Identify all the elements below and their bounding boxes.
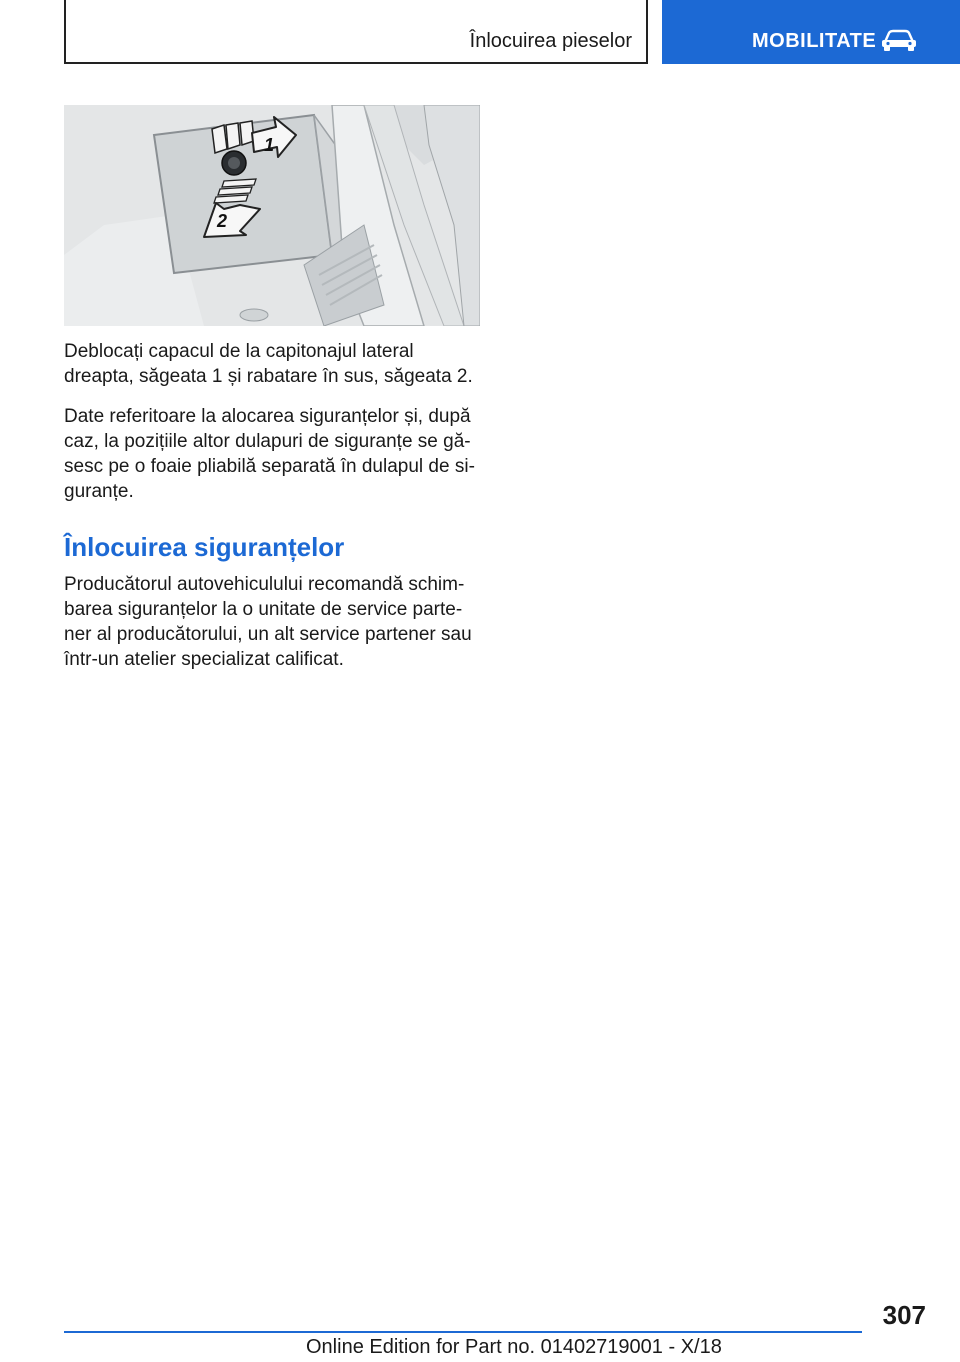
car-icon <box>880 28 918 52</box>
fuse-cover-illustration <box>64 105 480 326</box>
paragraph-fuse-allocation: Date referitoare la alocarea siguranțelor și, după caz, la pozițiile altor dulapuri de siguranțe se găsesc pe o foaie pliabilă separată în dulapul de siguranțe. <box>64 406 475 502</box>
footer-divider <box>64 1331 862 1333</box>
paragraph-unlock-cover: Deblocați capacul de la capitonajul lateral dreapta, săgeata 1 și rabatare în sus, săgeata 2. <box>64 341 473 387</box>
footer-edition-text: Online Edition for Part no. 01402719001 - X/18 <box>306 1336 722 1358</box>
header-section-title: Înlocuirea pieselor <box>469 30 632 52</box>
chapter-tab[interactable] <box>662 0 960 64</box>
callout-2: 2 <box>217 211 228 231</box>
paragraph-replacement-recommendation: Producătorul autovehiculului recomandă schimbarea siguranțelor la o unitate de service partener al producătorului, un alt service partener sau într-un atelier specializat calificat. <box>64 574 472 670</box>
header-section-box <box>64 0 648 64</box>
chapter-tab-label: MOBILITATE <box>752 30 877 52</box>
page-number: 307 <box>882 1300 926 1330</box>
section-heading: Înlocuirea siguranțelor <box>64 532 345 562</box>
callout-1: 1 <box>264 135 275 155</box>
